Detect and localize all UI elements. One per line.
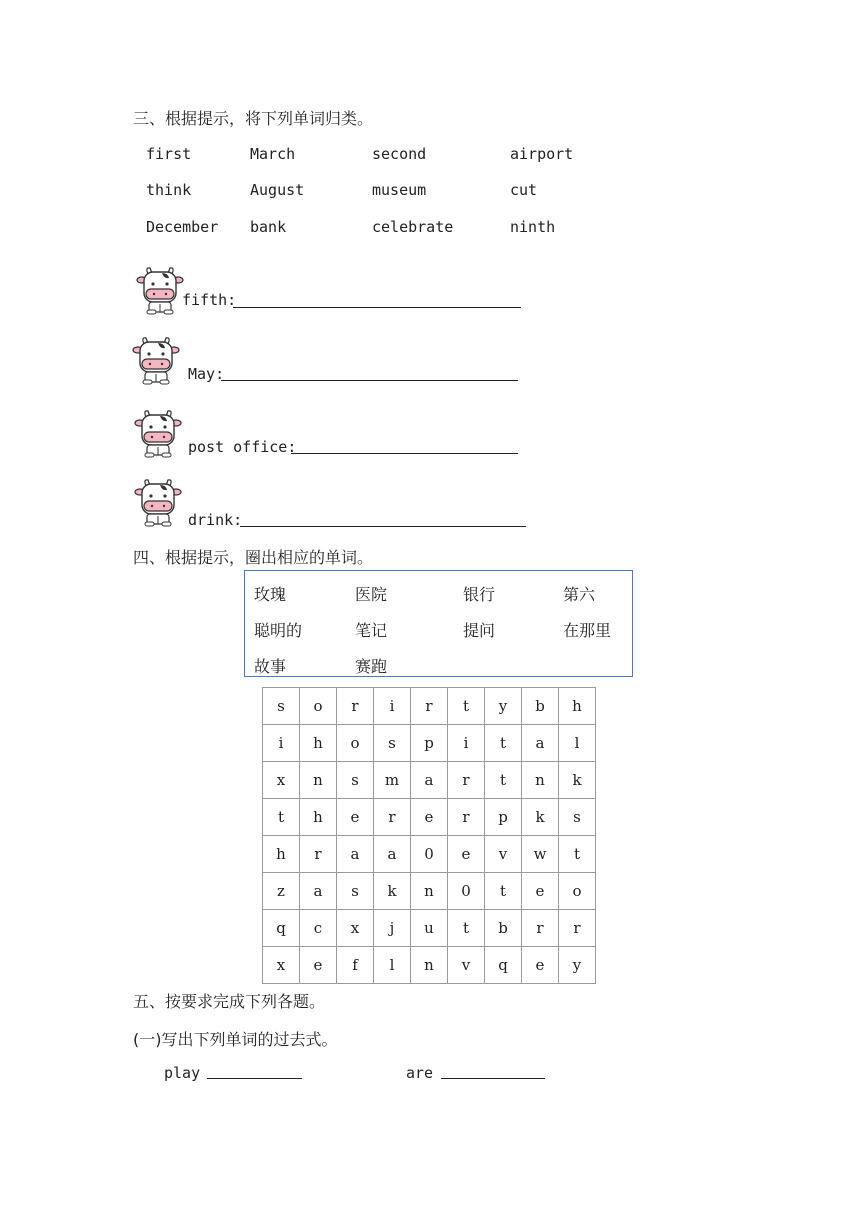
grid-cell[interactable]: u bbox=[411, 910, 448, 947]
grid-cell[interactable]: k bbox=[559, 762, 596, 799]
grid-cell[interactable]: b bbox=[485, 910, 522, 947]
word: celebrate bbox=[372, 218, 454, 236]
prompt-label: May: bbox=[188, 365, 225, 383]
grid-cell[interactable]: h bbox=[300, 725, 337, 762]
section3-title: 三、根据提示，将下列单词归类。 bbox=[133, 109, 374, 128]
grid-row bbox=[263, 799, 596, 836]
grid-cell[interactable]: t bbox=[485, 873, 522, 910]
prompt-label: post office: bbox=[188, 438, 297, 456]
grid-cell[interactable]: j bbox=[374, 910, 411, 947]
grid-cell[interactable]: t bbox=[263, 799, 300, 836]
word: museum bbox=[372, 181, 427, 199]
grid-cell[interactable]: t bbox=[448, 910, 485, 947]
grid-cell[interactable]: a bbox=[337, 836, 374, 873]
section5-subtitle: (一)写出下列单词的过去式。 bbox=[133, 1030, 338, 1049]
grid-row bbox=[263, 762, 596, 799]
grid-cell[interactable]: h bbox=[300, 799, 337, 836]
prompt-label: fifth: bbox=[182, 291, 237, 309]
item-word: are bbox=[406, 1064, 434, 1082]
grid-cell[interactable]: v bbox=[448, 947, 485, 984]
grid-cell[interactable]: n bbox=[522, 762, 559, 799]
answer-blank[interactable] bbox=[221, 380, 518, 381]
grid-cell[interactable]: e bbox=[337, 799, 374, 836]
word: bank bbox=[250, 218, 287, 236]
grid-cell[interactable]: q bbox=[485, 947, 522, 984]
grid-cell[interactable]: o bbox=[559, 873, 596, 910]
grid-cell[interactable]: n bbox=[300, 762, 337, 799]
word: March bbox=[250, 145, 296, 163]
cow-icon bbox=[132, 334, 180, 386]
grid-cell[interactable]: o bbox=[300, 688, 337, 725]
answer-blank[interactable] bbox=[233, 307, 521, 308]
grid-cell[interactable]: l bbox=[559, 725, 596, 762]
grid-cell[interactable]: i bbox=[374, 688, 411, 725]
grid-cell[interactable]: r bbox=[337, 688, 374, 725]
hint-word: 玫瑰 bbox=[254, 585, 287, 604]
grid-cell[interactable]: r bbox=[300, 836, 337, 873]
word: cut bbox=[510, 181, 538, 199]
grid-cell[interactable]: 0 bbox=[448, 873, 485, 910]
grid-cell[interactable]: x bbox=[263, 947, 300, 984]
grid-cell[interactable]: e bbox=[522, 947, 559, 984]
grid-cell[interactable]: a bbox=[300, 873, 337, 910]
grid-cell[interactable]: o bbox=[337, 725, 374, 762]
grid-cell[interactable]: k bbox=[522, 799, 559, 836]
grid-cell[interactable]: r bbox=[522, 910, 559, 947]
grid-cell[interactable]: i bbox=[448, 725, 485, 762]
grid-cell[interactable]: p bbox=[485, 799, 522, 836]
grid-cell[interactable]: e bbox=[522, 873, 559, 910]
item-word: play bbox=[164, 1064, 201, 1082]
grid-row bbox=[263, 688, 596, 725]
hint-word: 银行 bbox=[463, 585, 496, 604]
hint-word: 医院 bbox=[355, 585, 388, 604]
hint-word: 在那里 bbox=[563, 621, 612, 640]
word: ninth bbox=[510, 218, 556, 236]
grid-cell[interactable]: b bbox=[522, 688, 559, 725]
prompt-label: drink: bbox=[188, 511, 243, 529]
grid-row bbox=[263, 836, 596, 873]
section4-title: 四、根据提示，圈出相应的单词。 bbox=[133, 548, 374, 567]
cow-icon bbox=[136, 264, 184, 316]
grid-cell[interactable]: e bbox=[448, 836, 485, 873]
hint-word: 赛跑 bbox=[355, 657, 388, 676]
grid-cell[interactable]: s bbox=[337, 762, 374, 799]
grid-cell[interactable]: f bbox=[337, 947, 374, 984]
grid-cell[interactable]: l bbox=[374, 947, 411, 984]
cow-icon bbox=[134, 476, 182, 528]
grid-cell[interactable]: c bbox=[300, 910, 337, 947]
grid-cell[interactable]: t bbox=[485, 762, 522, 799]
word: think bbox=[146, 181, 192, 199]
word: August bbox=[250, 181, 305, 199]
grid-cell[interactable]: t bbox=[485, 725, 522, 762]
grid-cell[interactable]: 0 bbox=[411, 836, 448, 873]
hint-box bbox=[244, 570, 633, 677]
grid-cell[interactable]: m bbox=[374, 762, 411, 799]
grid-cell[interactable]: v bbox=[485, 836, 522, 873]
grid-cell[interactable]: s bbox=[374, 725, 411, 762]
grid-cell[interactable]: i bbox=[263, 725, 300, 762]
grid-row bbox=[263, 947, 596, 984]
hint-word: 故事 bbox=[254, 657, 287, 676]
grid-cell[interactable]: x bbox=[263, 762, 300, 799]
grid-cell[interactable]: h bbox=[559, 688, 596, 725]
grid-cell[interactable]: a bbox=[374, 836, 411, 873]
grid-cell[interactable]: y bbox=[485, 688, 522, 725]
grid-row bbox=[263, 910, 596, 947]
grid-cell[interactable]: n bbox=[411, 873, 448, 910]
answer-blank[interactable] bbox=[240, 526, 526, 527]
grid-cell[interactable]: r bbox=[448, 799, 485, 836]
cow-icon bbox=[134, 407, 182, 459]
grid-cell[interactable]: s bbox=[559, 799, 596, 836]
grid-row bbox=[263, 725, 596, 762]
grid-cell[interactable]: n bbox=[411, 947, 448, 984]
grid-cell[interactable]: a bbox=[411, 762, 448, 799]
hint-word: 笔记 bbox=[355, 621, 388, 640]
word: second bbox=[372, 145, 427, 163]
grid-cell[interactable]: s bbox=[263, 688, 300, 725]
grid-cell[interactable]: w bbox=[522, 836, 559, 873]
grid-row bbox=[263, 873, 596, 910]
grid-cell[interactable]: a bbox=[522, 725, 559, 762]
grid-cell[interactable]: s bbox=[337, 873, 374, 910]
word: airport bbox=[510, 145, 574, 163]
answer-blank[interactable] bbox=[291, 453, 518, 454]
word: first bbox=[146, 145, 192, 163]
grid-cell[interactable]: t bbox=[448, 688, 485, 725]
word-search-grid bbox=[262, 687, 596, 984]
grid-cell[interactable]: q bbox=[263, 910, 300, 947]
hint-word: 聪明的 bbox=[254, 621, 303, 640]
grid-cell[interactable]: t bbox=[559, 836, 596, 873]
grid-cell[interactable]: r bbox=[448, 762, 485, 799]
grid-cell[interactable]: e bbox=[411, 799, 448, 836]
word: December bbox=[146, 218, 219, 236]
grid-cell[interactable]: h bbox=[263, 836, 300, 873]
answer-blank[interactable] bbox=[207, 1078, 302, 1079]
grid-cell[interactable]: y bbox=[559, 947, 596, 984]
grid-cell[interactable]: x bbox=[337, 910, 374, 947]
grid-cell[interactable]: k bbox=[374, 873, 411, 910]
hint-word: 第六 bbox=[563, 585, 596, 604]
grid-cell[interactable]: r bbox=[559, 910, 596, 947]
grid-cell[interactable]: r bbox=[411, 688, 448, 725]
answer-blank[interactable] bbox=[441, 1078, 545, 1079]
grid-cell[interactable]: z bbox=[263, 873, 300, 910]
section5-title: 五、按要求完成下列各题。 bbox=[133, 992, 326, 1011]
hint-word: 提问 bbox=[463, 621, 496, 640]
grid-cell[interactable]: e bbox=[300, 947, 337, 984]
grid-cell[interactable]: r bbox=[374, 799, 411, 836]
grid-cell[interactable]: p bbox=[411, 725, 448, 762]
